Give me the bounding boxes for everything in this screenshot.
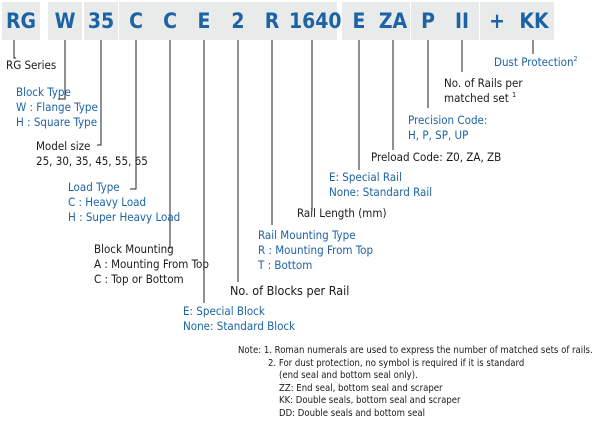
label-rails-per-set: No. of Rails per matched set $^1$ (444, 76, 523, 105)
code-series: RG (2, 2, 40, 40)
code-rails-per-set: II (445, 2, 479, 40)
footnote-1-marker: 1 (512, 91, 517, 100)
note-line: 2. For dust protection, no symbol is required if it is standard (268, 357, 525, 369)
label-block-type: Block Type W : Flange Type H : Square Type (16, 85, 98, 129)
notes (238, 345, 593, 421)
connector-rg (14, 40, 16, 58)
label-special-block: E: Special Block None: Standard Block (183, 304, 296, 333)
note-line: ZZ: End seal, bottom seal and scraper (279, 382, 443, 394)
label-block-mounting: Block Mounting A : Mounting From Top C : Top or Bottom (94, 242, 209, 286)
code-special-rail: E (342, 2, 376, 40)
code-plus: + (480, 2, 514, 40)
code-dust-protection: KK (514, 2, 554, 40)
note-line: DD: Double seals and bottom seal (279, 407, 425, 419)
note-line: KK: Double seals, bottom seal and scraper (279, 395, 461, 407)
code-block-mounting: C (153, 2, 187, 40)
code-blocks-per-rail: 2 (221, 2, 255, 40)
label-load-type: Load Type C : Heavy Load H : Super Heavy Load (68, 180, 181, 224)
code-rail-length: 1640 (289, 2, 337, 40)
note-line: Note: 1. Roman numerals are used to express the number of matched sets of rails. (238, 345, 593, 356)
code-model-size: 35 (84, 2, 118, 40)
label-dust-protection: Dust Protection$^2$ (494, 55, 578, 69)
label-rail-mounting: Rail Mounting Type R : Mounting From Top T : Bottom (258, 228, 374, 272)
code-special-block: E (187, 2, 221, 40)
label-blocks-per-rail: No. of Blocks per Rail (230, 283, 350, 298)
label-preload: Preload Code: Z0, ZA, ZB (371, 150, 502, 164)
code-block-type: W (48, 2, 82, 40)
code-rail-mounting: R (255, 2, 289, 40)
label-precision: Precision Code: H, P, SP, UP (408, 113, 488, 142)
label-model-size: Model size 25, 30, 35, 45, 55, 65 (36, 139, 148, 168)
label-special-rail: E: Special Rail None: Standard Rail (329, 170, 433, 199)
code-preload: ZA (376, 2, 410, 40)
code-load-type: C (119, 2, 153, 40)
code-precision: P (411, 2, 445, 40)
note-line: (end seal and bottom seal only). (279, 370, 418, 382)
label-series: RG Series (6, 58, 57, 72)
footnote-2-marker: 2 (573, 55, 578, 64)
label-rail-length: Rail Length (mm) (297, 206, 387, 220)
